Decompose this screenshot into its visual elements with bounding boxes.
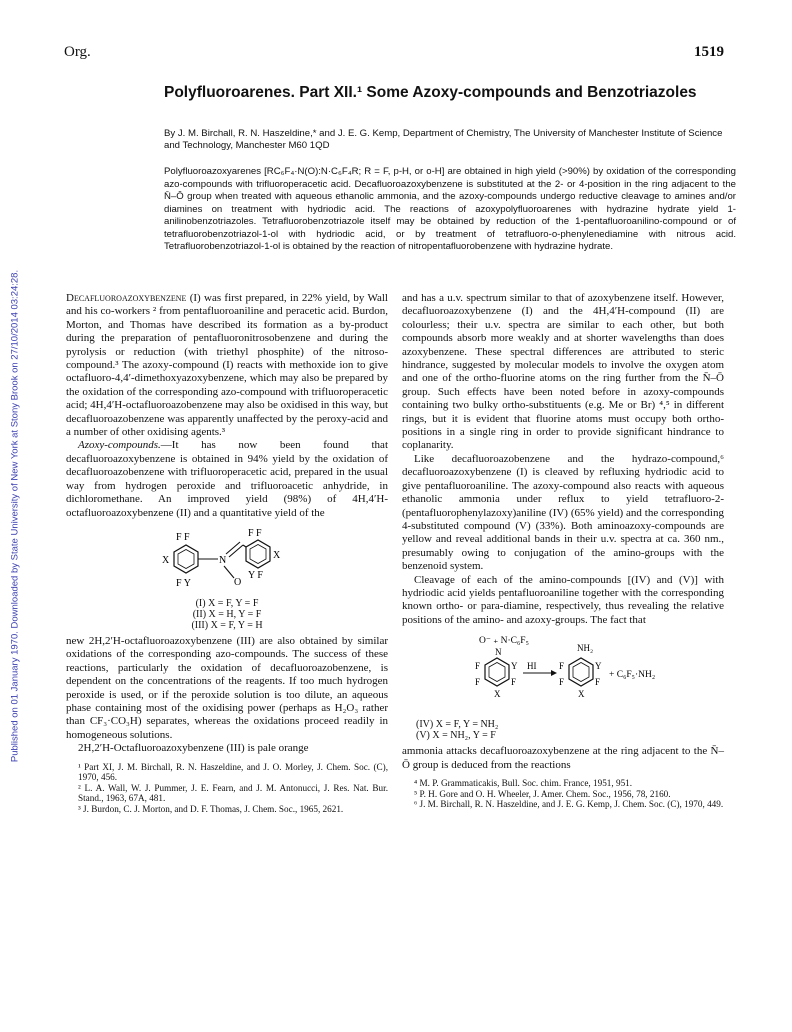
- nitrogen-label: N: [495, 647, 502, 658]
- legend-line: (V) X = NH₂, Y = F: [416, 730, 496, 742]
- paragraph-text: —It has now been found that decafluoroazoxybenzene is obtained in 94% yield by the oxidation of decafluoroazobenzene with trifluoroperacetic acid, prepared in the usual way from hydrogen peroxide and trifluoroacetic anhydride, in dichloromethane. An improved yield (98%) of 4H,4′H-octafluoroazoxybenzene (II) and a quantitative yield of the: [66, 439, 388, 519]
- paragraph: [66, 292, 388, 439]
- paragraph: new 2H,2′H-octafluoroazoxybenzene (III) are also obtained by similar oxidations of the corresponding azo-compounds. The success of these reactions, particularly the oxidation of decafluoroazobenzene, is dependent on the concentrations of the reagents. If too much hydrogen peroxide is used, or if the peroxide solution is too dilute, an aqueous phase containing most of the oxidising power (perhaps as H₂O₃ rather than CF₃·CO₃H) separates, whereas the oxidations proceed readily in homogeneous solutions.: [66, 634, 388, 741]
- ortho-fluorine-label: F F: [176, 531, 190, 543]
- paragraph: and has a u.v. spectrum similar to that of azoxybenzene itself. However, decafluoroazoxybenzene (I) and the 4H,4′H-compound (II) are colourless; their u.v. spectra are similar to each other, but both compounds absorb more weakly and at shorter wavelengths than does azoxybenzene. These spectral differences are attributed to steric hindrance, suggested by molecular models to involve the oxygen atom and one of the ortho-fluorine atoms on the ring further from the N̄–Ō group. Such effects have been noted before in azoxy-compounds containing two bulky ortho-substituents (e.g. Me or Br) ⁴,⁵ in different rings, but it is evident that fluorine atoms must occupy both ortho-positions in a single ring in order to provide significant hindrance to coplanarity.: [402, 292, 724, 452]
- right-column: [402, 292, 724, 810]
- fluorine-label: F: [595, 677, 601, 688]
- y-label: Y: [511, 661, 518, 672]
- fluorine-label: F: [511, 677, 517, 688]
- paragraph: 2H,2′H-Octafluoroazoxybenzene (III) is pale orange: [78, 742, 309, 755]
- fluorine-label: F: [475, 661, 481, 672]
- x-label: X: [578, 689, 585, 700]
- amine-label: NH₂: [577, 643, 594, 654]
- azoxy-group-label: O⁻ ₊ N·C₆F₅: [479, 636, 529, 647]
- paragraph: [66, 439, 388, 519]
- footnote: ³ J. Burdon, C. J. Morton, and D. F. Thomas, J. Chem. Soc., 1965, 2621.: [78, 803, 344, 814]
- footnote: ¹ Part XI, J. M. Birchall, R. N. Haszeldine, and J. O. Morley, J. Chem. Soc. (C), 1970, 456.: [78, 761, 388, 783]
- fluorine-label: F: [475, 677, 481, 688]
- page-number: 1519: [694, 44, 724, 60]
- footnote: ⁴ M. P. Grammaticakis, Bull. Soc. chim. France, 1951, 951.: [414, 777, 633, 788]
- footnote: ² L. A. Wall, W. J. Pummer, J. E. Fearn, and J. M. Antonucci, J. Res. Nat. Bur. Stand., 1963, 67A, 481.: [78, 782, 388, 804]
- ortho-fluorine-label: F F: [248, 527, 262, 539]
- reagent-label: HI: [527, 661, 537, 672]
- x-label: X: [494, 689, 501, 700]
- substituent-label: Y F: [248, 569, 263, 581]
- paragraph: Cleavage of each of the amino-compounds [(IV) and (V)] with hydriodic acid yields pentafluoroaniline together with the corresponding known ortho- or para-diamine, respectively, thus revealing the relative positions of the amino- and azoxy-groups. The fact that: [402, 573, 724, 626]
- section-head: Azoxy-compounds.: [78, 439, 161, 452]
- paragraph: Like decafluoroazobenzene and the hydrazo-compound,⁶ decafluoroazoxybenzene (I) is cleaved by refluxing hydriodic acid to give pentafluoroaniline. The azoxy-compound also reacts with aqueous ethanolic ammonia under reflux to yield tetrafluoro-2-(pentafluorophenylazoxy)aniline (IV) (65% yield) and the corresponding 4-substituted compound (V) (33%). Both aminoazoxy-compounds are yellow and reveal additional bands in their u.v. spectra at ca. 360 nm., presumably owing to conjugation of the amino-groups with the benzenoid system.: [402, 452, 724, 573]
- legend-line: (II) X = H, Y = F: [192, 608, 262, 620]
- left-column: [66, 292, 388, 815]
- oxygen-label: O: [234, 576, 242, 588]
- lead-term: Decafluoroazoxybenzene: [66, 292, 187, 304]
- cleavage-scheme-figure: [402, 633, 724, 741]
- footnote: ⁵ P. H. Gore and O. H. Wheeler, J. Amer. Chem. Soc., 1956, 78, 2160.: [414, 788, 671, 799]
- abstract: Polyfluoroazoxyarenes [RC₆F₄·N(O):N·C₆F₄R; R = F, p-H, or o-H] are obtained in high yield (>90%) by oxidation of the corresponding azo-compounds with trifluoroperacetic acid. Decafluoroazoxybenzene is substituted at the 2- or 4-position in the ring adjacent to the N̄–Ō group when treated with aqueous ethanolic ammonia, and the azoxy-compounds undergo reductive cleavage to amines and/or diamines on treatment with hydriodic acid. The reactions of azoxypolyfluoroarenes with hydrazine hydrate yield 1-anilinobenzotriazoles. Tetrafluorobenzotriazole itself may be obtained by reduction of the 1-pentafluoroanilino-compound or of tetrafluorobenzotriazol-1-ol with hydriodic acid, or by treatment of tetrafluoro-o-phenylenediamine with nitrous acid. Tetrafluorobenzotriazol-1-ol is obtained by the reaction of nitropentafluorobenzene with hydrazine hydrate.: [164, 166, 736, 252]
- fluorine-label: F: [559, 661, 565, 672]
- y-label: Y: [595, 661, 602, 672]
- nitrogen-label: N: [219, 554, 227, 566]
- paragraph-text: (I) was first prepared, in 22% yield, by Wall and his co-workers ² from pentafluoroaniline and peracetic acid. Burdon, Morton, and Thomas have described its formation as a by-product during the preparation of pentafluoronitrosobenzene and during the pyrolysis or reduction (with triethyl phosphite) of the nitroso-compound.³ The azoxy-compound (I) reacts with methoxide ion to give octafluoro-4,4′-dimethoxyazoxybenzene, which may also be prepared by the oxidation of the corresponding azo-compound with trifluoroperacetic acid; 4H,4′H-octafluoroazobenzene may also be oxidised in this way, but decafluoroazobenzene was apparently unaffected by the peroxy-acid and a number of other oxidising agents.³: [66, 292, 388, 439]
- azoxy-structure-figure: [66, 526, 388, 631]
- author-line: By J. M. Birchall, R. N. Haszeldine,* and J. E. G. Kemp, Department of Chemistry, The University of Manchester Institute of Science and Technology, Manchester M60 1QD: [164, 128, 723, 151]
- x-label: X: [273, 549, 281, 561]
- legend-line: (III) X = F, Y = H: [191, 619, 263, 631]
- x-label: X: [162, 554, 170, 566]
- substituent-label: F Y: [176, 577, 191, 589]
- download-notice: Published on 01 January 1970. Downloaded by State University of New York at Stony Brook on 27/10/2014 03:24:28.: [9, 269, 21, 763]
- article-title: Polyfluoroarenes. Part XII.¹ Some Azoxy-compounds and Benzotriazoles: [164, 84, 697, 101]
- footnotes: [402, 778, 724, 810]
- compound-legend: [416, 719, 724, 741]
- journal-name: Org.: [64, 44, 91, 60]
- footnotes: [66, 762, 388, 815]
- paragraph: ammonia attacks decafluoroazoxybenzene at the ring adjacent to the N̄–Ō group is deduced from the reactions: [402, 745, 724, 771]
- compound-legend: [66, 598, 388, 631]
- download-sidebar: [0, 0, 30, 1032]
- cleavage-scheme-drawing: [443, 633, 683, 717]
- legend-line: (IV) X = F, Y = NH₂: [416, 719, 499, 731]
- legend-line: (I) X = F, Y = F: [195, 597, 259, 609]
- footnote: ⁶ J. M. Birchall, R. N. Haszeldine, and J. E. G. Kemp, J. Chem. Soc. (C), 1970, 449.: [414, 799, 724, 810]
- byproduct-label: + C₆F₅·NH₂: [609, 670, 656, 681]
- fluorine-label: F: [559, 677, 565, 688]
- azoxy-structure-drawing: [142, 526, 312, 596]
